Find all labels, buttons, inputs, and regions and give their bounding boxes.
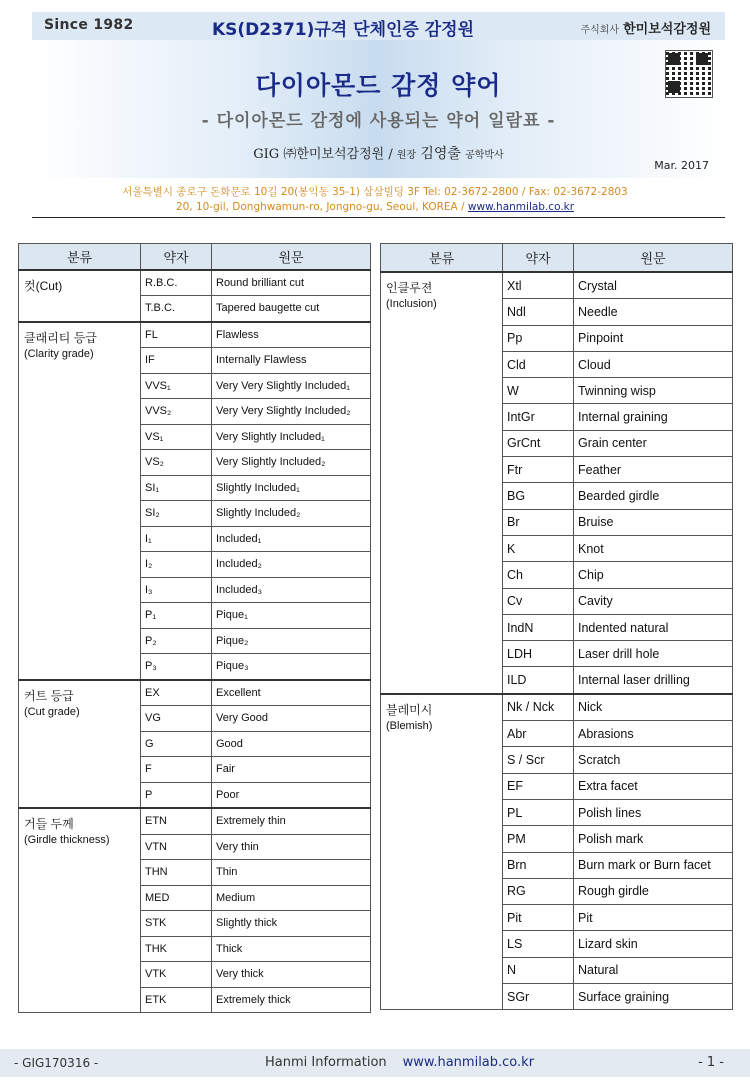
full-term-cell: Pique₃ (212, 654, 371, 680)
abbr-cell: K (503, 535, 574, 561)
full-term-cell: Internally Flawless (212, 348, 371, 374)
full-term-cell: Extremely thin (212, 808, 371, 834)
abbr-cell: Cld (503, 351, 574, 377)
full-term-cell: Very Very Slightly Included₂ (212, 399, 371, 425)
abbr-cell: ETN (141, 808, 212, 834)
abbr-cell: VTK (141, 962, 212, 988)
abbr-cell: I₃ (141, 577, 212, 603)
full-term-cell: Natural (574, 957, 733, 983)
header-divider (32, 217, 725, 218)
abbreviation-table-left (18, 243, 371, 1013)
author-name: 김영출 (420, 146, 461, 162)
table-row (381, 272, 733, 299)
full-term-cell: Burn mark or Burn facet (574, 852, 733, 878)
full-term-cell: Pique₁ (212, 603, 371, 629)
full-term-cell: Needle (574, 299, 733, 325)
document-code: - GIG170316 - (14, 1056, 99, 1070)
full-term-cell: Included₂ (212, 552, 371, 578)
abbr-cell: RG (503, 878, 574, 904)
table-row (19, 680, 371, 706)
abbr-cell: GrCnt (503, 430, 574, 456)
table-header-row (19, 244, 371, 270)
abbreviation-table-right (380, 243, 733, 1010)
abbr-cell: EF (503, 773, 574, 799)
category-korean: 인클루젼 (386, 281, 433, 295)
website-link[interactable]: www.hanmilab.co.kr (467, 201, 575, 213)
category-cell (19, 808, 141, 1013)
address-english-text: 20, 10-gil, Donghwamun-ro, Jongno-gu, Seoul, KOREA / (175, 201, 465, 213)
page-number: - 1 - (698, 1055, 724, 1070)
abbr-cell: VVS₂ (141, 399, 212, 425)
full-term-cell: Very thin (212, 834, 371, 860)
full-term-cell: Knot (574, 535, 733, 561)
abbr-cell: Pit (503, 905, 574, 931)
full-term-cell: Cavity (574, 588, 733, 614)
header-abbr: 약자 (141, 244, 212, 270)
abbr-cell: IntGr (503, 404, 574, 430)
abbr-cell: Ftr (503, 457, 574, 483)
abbr-cell: Br (503, 509, 574, 535)
abbr-cell: ILD (503, 667, 574, 694)
abbr-cell: VVS₁ (141, 373, 212, 399)
abbr-cell: P (141, 782, 212, 808)
abbr-cell: Nk / Nck (503, 694, 574, 721)
full-term-cell: Flawless (212, 322, 371, 348)
abbr-cell: ETK (141, 987, 212, 1013)
abbr-cell: MED (141, 885, 212, 911)
header-category: 분류 (19, 244, 141, 270)
abbr-cell: STK (141, 911, 212, 937)
abbr-cell: W (503, 378, 574, 404)
category-english: (Blemish) (386, 719, 433, 732)
category-cell (19, 322, 141, 680)
company-name-text: 한미보석감정원 (623, 22, 711, 37)
company-name (580, 18, 711, 37)
full-term-cell: Internal laser drilling (574, 667, 733, 694)
full-term-cell: Extra facet (574, 773, 733, 799)
address-english (0, 201, 750, 213)
abbr-cell: F (141, 757, 212, 783)
full-term-cell: Slightly thick (212, 911, 371, 937)
full-term-cell: Very Very Slightly Included₁ (212, 373, 371, 399)
abbr-cell: Xtl (503, 272, 574, 299)
abbr-cell: S / Scr (503, 747, 574, 773)
full-term-cell: Very Slightly Included₂ (212, 450, 371, 476)
category-cell (381, 694, 503, 1010)
abbr-cell: FL (141, 322, 212, 348)
abbr-cell: Cv (503, 588, 574, 614)
full-term-cell: Included₃ (212, 577, 371, 603)
full-term-cell: Extremely thick (212, 987, 371, 1013)
full-term-cell: Very thick (212, 962, 371, 988)
abbr-cell: P₃ (141, 654, 212, 680)
full-term-cell: Internal graining (574, 404, 733, 430)
table-row (19, 322, 371, 348)
category-english: (Girdle thickness) (24, 834, 110, 846)
category-cell (19, 680, 141, 809)
full-term-cell: Excellent (212, 680, 371, 706)
category-english: (Cut grade) (24, 705, 80, 718)
ks-certification-title: KS(D2371)규격 단체인증 감정원 (212, 20, 475, 40)
full-term-cell: Slightly Included₁ (212, 475, 371, 501)
full-term-cell: Pit (574, 905, 733, 931)
category-korean: 클래리티 등급 (24, 330, 97, 345)
full-term-cell: Fair (212, 757, 371, 783)
abbr-cell: VS₂ (141, 450, 212, 476)
category-cell (381, 272, 503, 694)
abbr-cell: THN (141, 860, 212, 886)
full-term-cell: Very Slightly Included₁ (212, 424, 371, 450)
author-degree: 공학박사 (465, 150, 504, 161)
footer-brand: Hanmi Information (265, 1055, 387, 1070)
author-line (32, 143, 725, 163)
header-category: 분류 (381, 244, 503, 273)
abbr-cell: VTN (141, 834, 212, 860)
title-banner (32, 40, 725, 178)
full-term-cell: Chip (574, 562, 733, 588)
abbr-cell: EX (141, 680, 212, 706)
abbr-cell: Ndl (503, 299, 574, 325)
abbr-cell: SI₁ (141, 475, 212, 501)
abbr-cell: Pp (503, 325, 574, 351)
abbr-cell: SI₂ (141, 501, 212, 527)
full-term-cell: Pinpoint (574, 325, 733, 351)
address-korean: 서울특별시 종로구 돈화문로 10길 20(봉익동 35-1) 삼삼빌딩 3F Tel: 02-3672-2800 / Fax: 02-3672-2803 (122, 186, 628, 198)
full-term-cell: Abrasions (574, 721, 733, 747)
full-term-cell: Laser drill hole (574, 641, 733, 667)
author-org: GIG ㈜한미보석감정원 / (253, 147, 393, 162)
abbr-cell: IndN (503, 614, 574, 640)
header-abbr: 약자 (503, 244, 574, 273)
full-term-cell: Thick (212, 936, 371, 962)
abbr-cell: VS₁ (141, 424, 212, 450)
full-term-cell: Cloud (574, 351, 733, 377)
abbr-cell: VG (141, 706, 212, 732)
full-term-cell: Included₁ (212, 526, 371, 552)
abbr-cell: P₁ (141, 603, 212, 629)
footer-center (265, 1055, 534, 1070)
since-label: Since 1982 (44, 17, 134, 33)
page-subtitle: - 다이아몬드 감정에 사용되는 약어 일람표 - (201, 111, 556, 131)
abbr-cell: R.B.C. (141, 270, 212, 296)
full-term-cell: Good (212, 731, 371, 757)
full-term-cell: Surface graining (574, 984, 733, 1010)
full-term-cell: Indented natural (574, 614, 733, 640)
header-full: 원문 (212, 244, 371, 270)
full-term-cell: Round brilliant cut (212, 270, 371, 296)
full-term-cell: Bearded girdle (574, 483, 733, 509)
full-term-cell: Crystal (574, 272, 733, 299)
full-term-cell: Rough girdle (574, 878, 733, 904)
full-term-cell: Thin (212, 860, 371, 886)
abbr-cell: SGr (503, 984, 574, 1010)
full-term-cell: Very Good (212, 706, 371, 732)
full-term-cell: Scratch (574, 747, 733, 773)
category-cell (19, 270, 141, 322)
full-term-cell: Grain center (574, 430, 733, 456)
category-korean: 컷(Cut) (24, 278, 63, 293)
footer-website-link[interactable]: www.hanmilab.co.kr (402, 1055, 535, 1070)
header-full: 원문 (574, 244, 733, 273)
full-term-cell: Lizard skin (574, 931, 733, 957)
table-row (19, 808, 371, 834)
full-term-cell: Twinning wisp (574, 378, 733, 404)
table-row (381, 694, 733, 721)
table-header-row (381, 244, 733, 273)
full-term-cell: Polish lines (574, 799, 733, 825)
table-row (19, 270, 371, 296)
abbr-cell: Brn (503, 852, 574, 878)
abbr-cell: I₂ (141, 552, 212, 578)
abbr-cell: PL (503, 799, 574, 825)
full-term-cell: Bruise (574, 509, 733, 535)
abbr-cell: LDH (503, 641, 574, 667)
abbr-cell: T.B.C. (141, 296, 212, 322)
page-footer (0, 1049, 750, 1077)
full-term-cell: Slightly Included₂ (212, 501, 371, 527)
abbr-cell: Ch (503, 562, 574, 588)
abbr-cell: LS (503, 931, 574, 957)
category-english: (Clarity grade) (24, 347, 94, 360)
abbr-cell: I₁ (141, 526, 212, 552)
abbr-cell: N (503, 957, 574, 983)
abbr-cell: Abr (503, 721, 574, 747)
abbr-cell: P₂ (141, 628, 212, 654)
category-korean: 블레미시 (386, 702, 433, 717)
full-term-cell: Polish mark (574, 826, 733, 852)
top-banner (32, 12, 725, 40)
company-prefix: 주식회사 (580, 25, 620, 36)
full-term-cell: Medium (212, 885, 371, 911)
full-term-cell: Pique₂ (212, 628, 371, 654)
abbr-cell: THK (141, 936, 212, 962)
category-korean: 커트 등급 (24, 688, 74, 703)
full-term-cell: Feather (574, 457, 733, 483)
abbr-cell: G (141, 731, 212, 757)
publish-date: Mar. 2017 (654, 159, 709, 172)
full-term-cell: Tapered baugette cut (212, 296, 371, 322)
abbr-cell: PM (503, 826, 574, 852)
author-role: 원장 (396, 150, 417, 161)
page-title: 다이아몬드 감정 약어 (255, 71, 502, 100)
category-english: (Inclusion) (386, 298, 437, 310)
abbr-cell: IF (141, 348, 212, 374)
full-term-cell: Poor (212, 782, 371, 808)
category-korean: 거들 두께 (24, 817, 74, 831)
abbr-cell: BG (503, 483, 574, 509)
full-term-cell: Nick (574, 694, 733, 721)
